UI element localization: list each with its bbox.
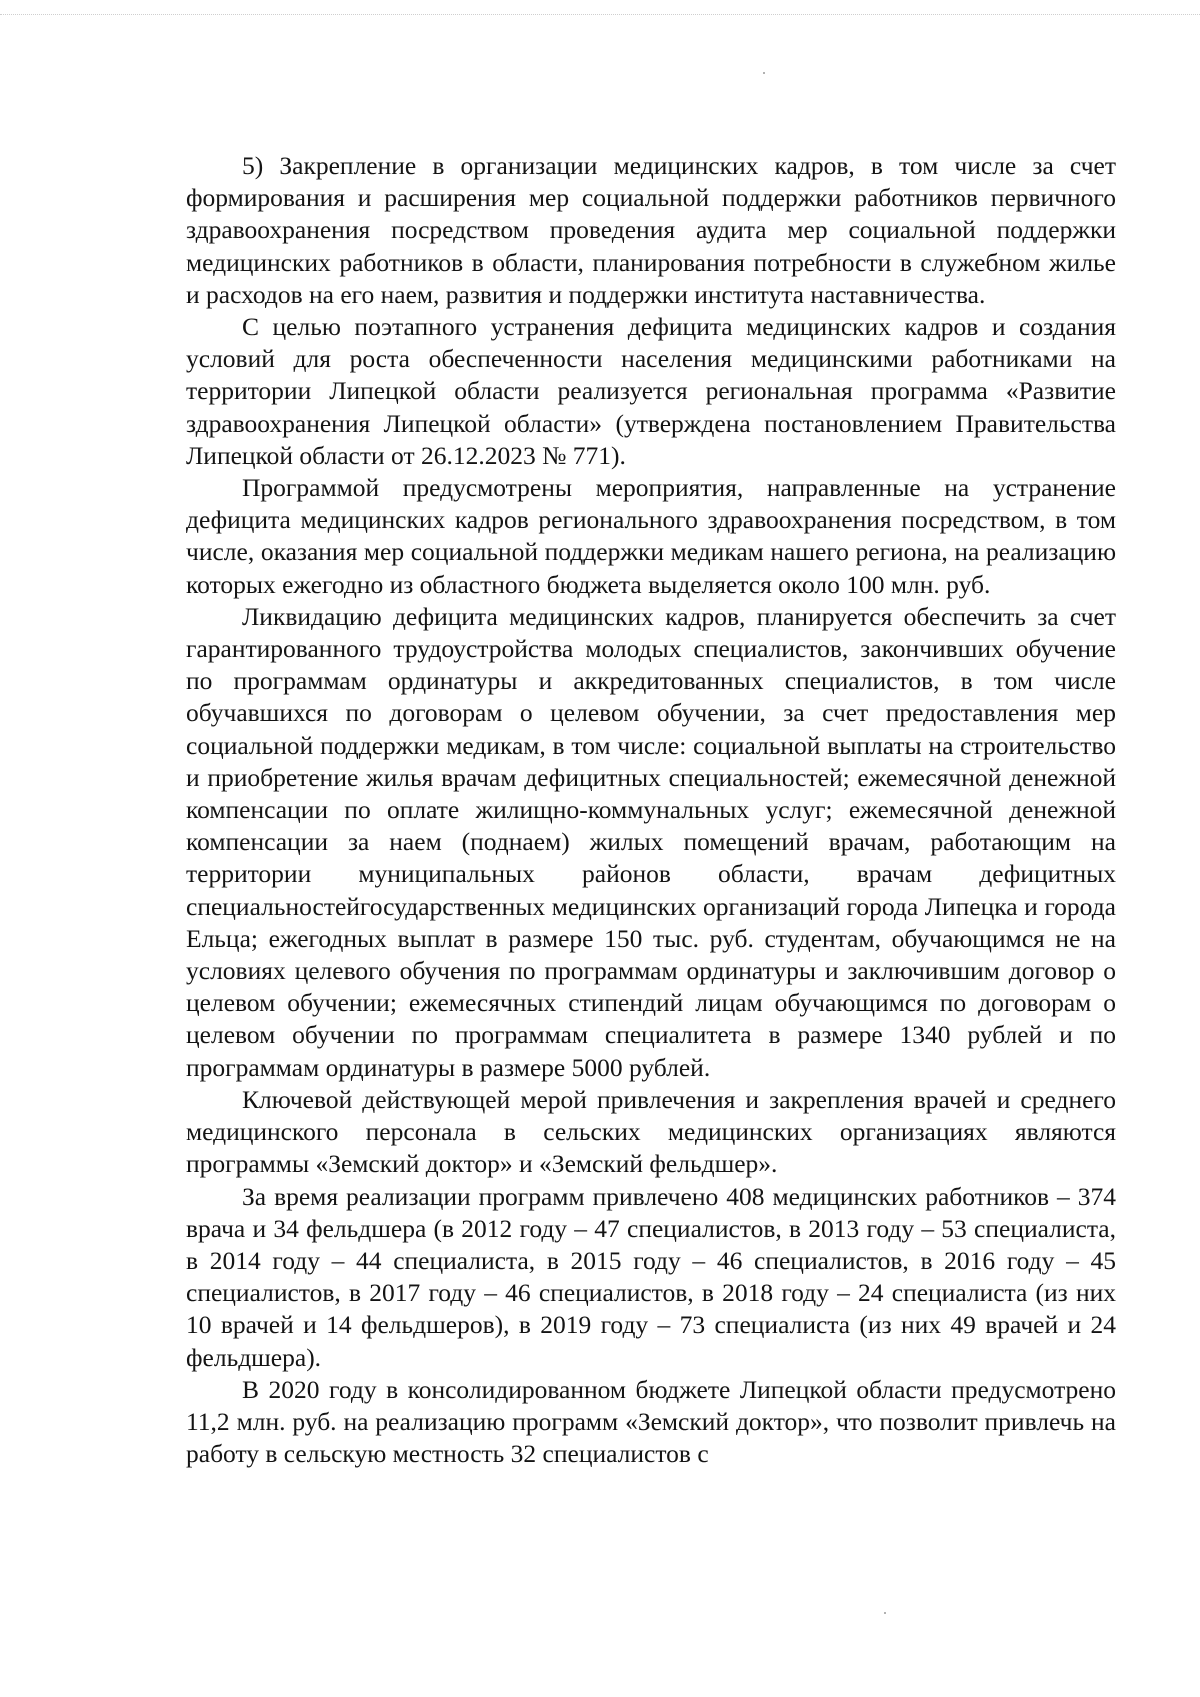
- scan-speck-bottom: [884, 1612, 886, 1614]
- scan-speck-top: [763, 72, 765, 74]
- paragraph-program-measures: Программой предусмотрены мероприятия, направленные на устранение дефицита медицинских кадров регионального здравоохранения посредством, в том числе, оказания мер социальной поддержки медикам нашего региона, на реализацию которых ежегодно из областного бюджета выделяется около 100 млн. руб.: [186, 473, 1116, 599]
- scan-top-edge: [0, 14, 1200, 15]
- paragraph-deficit-elimination: Ликвидацию дефицита медицинских кадров, планируется обеспечить за счет гарантированного трудоустройства молодых специалистов, закончивших обучение по программам ординатуры и аккредитованных специалистов, в том числе обучавшихся по договорам о целевом обучении, за счет предоставления мер социальной поддержки медикам, в том числе: социальной выплаты на строительство и приобретение жилья врачам дефицитных специальностей; ежемесячной денежной компенсации по оплате жилищно-коммунальных услуг; ежемесячной денежной компенсации за наем (поднаем) жилых помещений врачам, работающим на территории муниципальных районов области, врачам дефицитных специальностейгосударственных медицинских организаций города Липецка и города Ельца; ежегодных выплат в размере 150 тыс. руб. студентам, обучающимся не на условиях целевого обучения по программам ординатуры и заключившим договор о целевом обучении; ежемесячных стипендий лицам обучающимся по договорам о целевом обучении по программам специалитета в размере 1340 рублей и по программам ординатуры в размере 5000 рублей.: [186, 601, 1116, 1082]
- paragraph-budget-2020: В 2020 году в консолидированном бюджете Липецкой области предусмотрено 11,2 млн. руб. на реализацию программ «Земский доктор», что позволит привлечь на работу в сельскую местность 32 специалистов с: [186, 1374, 1116, 1469]
- paragraph-zemsky-programs: Ключевой действующей мерой привлечения и закрепления врачей и среднего медицинского персонала в сельских медицинских организациях являются программы «Земский доктор» и «Земский фельдшер».: [186, 1084, 1116, 1179]
- document-page: [186, 150, 1116, 1470]
- paragraph-regional-program: С целью поэтапного устранения дефицита медицинских кадров и создания условий для роста обеспеченности населения медицинскими работниками на территории Липецкой области реализуется региональная программа «Развитие здравоохранения Липецкой области» (утверждена постановлением Правительства Липецкой области от 26.12.2023 № 771).: [186, 312, 1116, 470]
- paragraph-program-results: За время реализации программ привлечено 408 медицинских работников – 374 врача и 34 фельдшера (в 2012 году – 47 специалистов, в 2013 году – 53 специалиста, в 2014 году – 44 специалиста, в 2015 году – 46 специалистов, в 2016 году – 45 специалистов, в 2017 году – 46 специалистов, в 2018 году – 24 специалиста (из них 10 врачей и 14 фельдшеров), в 2019 году – 73 специалиста (из них 49 врачей и 24 фельдшера).: [186, 1181, 1116, 1372]
- paragraph-personnel-retention: 5) Закрепление в организации медицинских кадров, в том числе за счет формирования и расширения мер социальной поддержки работников первичного здравоохранения посредством проведения аудита мер социальной поддержки медицинских работников в области, планирования потребности в служебном жилье и расходов на его наем, развития и поддержки института наставничества.: [186, 151, 1116, 309]
